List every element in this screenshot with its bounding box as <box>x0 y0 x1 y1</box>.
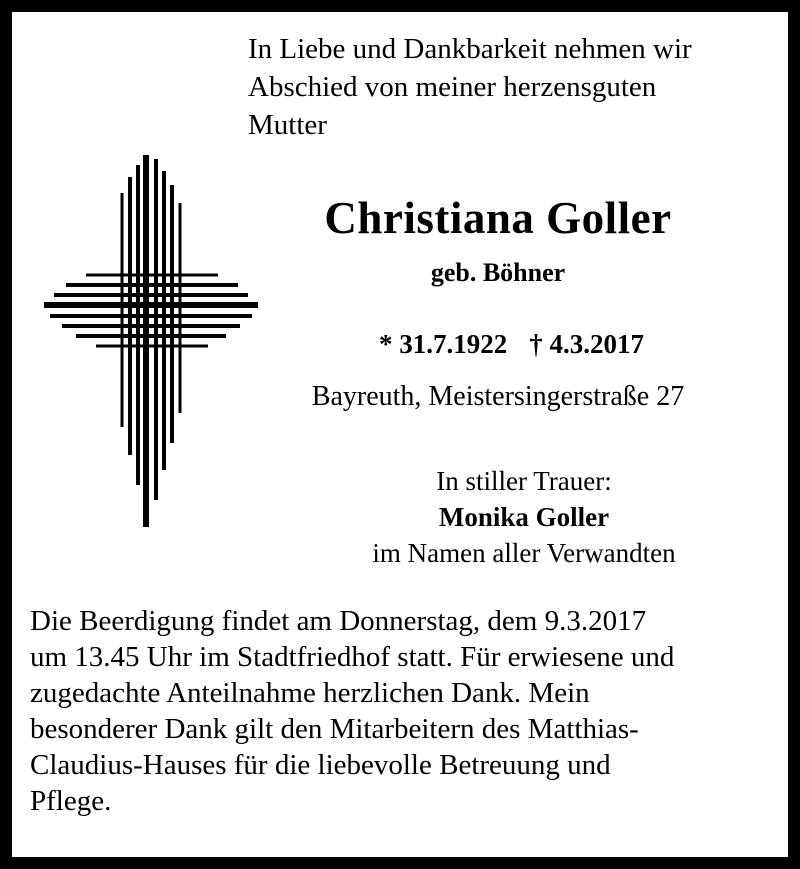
intro-line-1: In Liebe und Dankbarkeit nehmen wir <box>248 33 692 65</box>
deceased-name: Christiana Goller <box>324 193 672 243</box>
closing-line-6: Pflege. <box>30 785 112 817</box>
death-date: † 4.3.2017 <box>529 329 644 359</box>
deceased-maiden-name: geb. Böhner <box>430 258 566 287</box>
deceased-dates <box>248 298 748 391</box>
cross-icon <box>30 155 260 555</box>
birth-date: * 31.7.1922 <box>379 329 508 359</box>
closing-line-5: Claudius-Hauses für die liebevolle Betreuung und <box>30 749 611 781</box>
closing-line-2: um 13.45 Uhr im Stadtfriedhof statt. Für erwiesene und <box>30 641 675 673</box>
closing-line-1: Die Beerdigung findet am Donnerstag, dem 9.3.2017 <box>30 605 647 637</box>
mourning-note: im Namen aller Verwandten <box>372 538 676 568</box>
closing-text <box>30 603 748 819</box>
deceased-address: Bayreuth, Meistersingerstraße 27 <box>311 381 685 412</box>
intro-line-3: Mutter <box>248 109 327 141</box>
mourning-name: Monika Goller <box>438 502 610 532</box>
mourning-heading: In stiller Trauer: <box>436 466 612 496</box>
closing-line-4: besonderer Dank gilt den Mitarbeitern des Matthias- <box>30 713 639 745</box>
closing-line-3: zugedachte Anteilnahme herzlichen Dank. Mein <box>30 677 590 709</box>
mourning-block <box>300 463 748 571</box>
intro-text <box>248 30 748 144</box>
intro-line-2: Abschied von meiner herzensguten <box>248 71 657 103</box>
